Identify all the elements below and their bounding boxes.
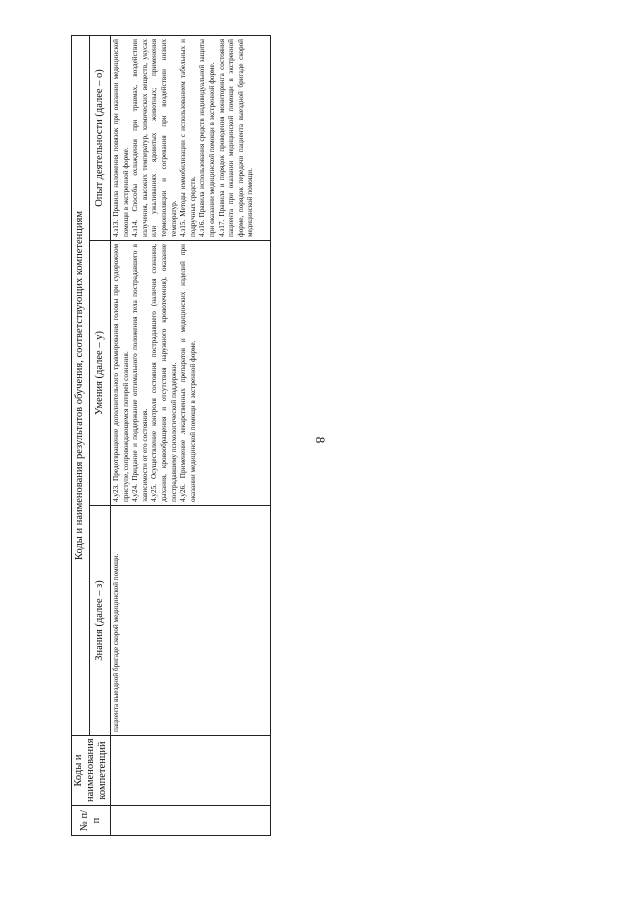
header-codes: Коды и наименования компетенций bbox=[72, 736, 111, 806]
header-knowledge: Знания (далее – з) bbox=[89, 506, 110, 736]
rotated-table-wrapper bbox=[71, 36, 271, 836]
page-number: 8 bbox=[313, 436, 328, 444]
cell-skills bbox=[111, 241, 271, 506]
skill-item: 4.у25. Осуществление контроля состояния пострадавшего (наличия сознания, дыхания, кровообращения и отсутствия наружного кровотечения), оказание пострадавшему психологической поддержки. bbox=[150, 244, 178, 502]
competency-table bbox=[71, 35, 271, 836]
header-row-sub bbox=[89, 35, 110, 835]
header-experience: Опыт деятельности (далее – о) bbox=[89, 35, 110, 240]
skill-item: 4.у26. Применение лекарственных препаратов и медицинских изделий при оказании медицинской помощи в экстренной форме. bbox=[179, 244, 197, 502]
header-row-top bbox=[72, 35, 90, 835]
experience-item: 4.з13. Правила наложения повязок при оказании медицинской помощи в экстренной форме. bbox=[112, 38, 130, 237]
experience-item: 4.з14. Способы охлаждения при травмах, воздействии излучения, высоких температур, химических веществ, укусах или ужаливаниях ядовитых животных; применения термоизоляции и согревания при воздействии низких температур. bbox=[131, 38, 178, 237]
skill-item: 4.у24. Придание и поддержание оптимального положения тела пострадавшего в зависимости от его состояния. bbox=[131, 244, 149, 502]
experience-item: 4.з15. Методы иммобилизации с использованием табельных и подручных средств. bbox=[179, 38, 197, 237]
experience-item: 4.з17. Правила и порядок проведения мониторинга состояния пациента при оказании медицинской помощи в экстренной форме, порядок передачи пациента выездной бригаде скорой медицинской помощи. bbox=[217, 38, 255, 237]
header-skills: Умения (далее – у) bbox=[89, 241, 110, 506]
cell-codes bbox=[111, 736, 271, 806]
header-results-group: Коды и наименования результатов обучения, соответствующих компетенциям bbox=[72, 35, 90, 735]
cell-knowledge bbox=[111, 506, 271, 736]
table-row bbox=[111, 35, 271, 835]
cell-num bbox=[111, 806, 271, 836]
experience-item: 4.з16. Правила использования средств индивидуальной защиты при оказании медицинской помощи в экстренной форме. bbox=[198, 38, 216, 237]
knowledge-text: пациента выездной бригаде скорой медицинской помощи. bbox=[112, 553, 120, 732]
header-num: № п/п bbox=[72, 806, 111, 836]
skill-item: 4.у23. Предотвращение дополнительного травмирования головы при судорожном приступе, сопровождающемся потерей сознания. bbox=[112, 244, 130, 502]
cell-experience bbox=[111, 35, 271, 240]
